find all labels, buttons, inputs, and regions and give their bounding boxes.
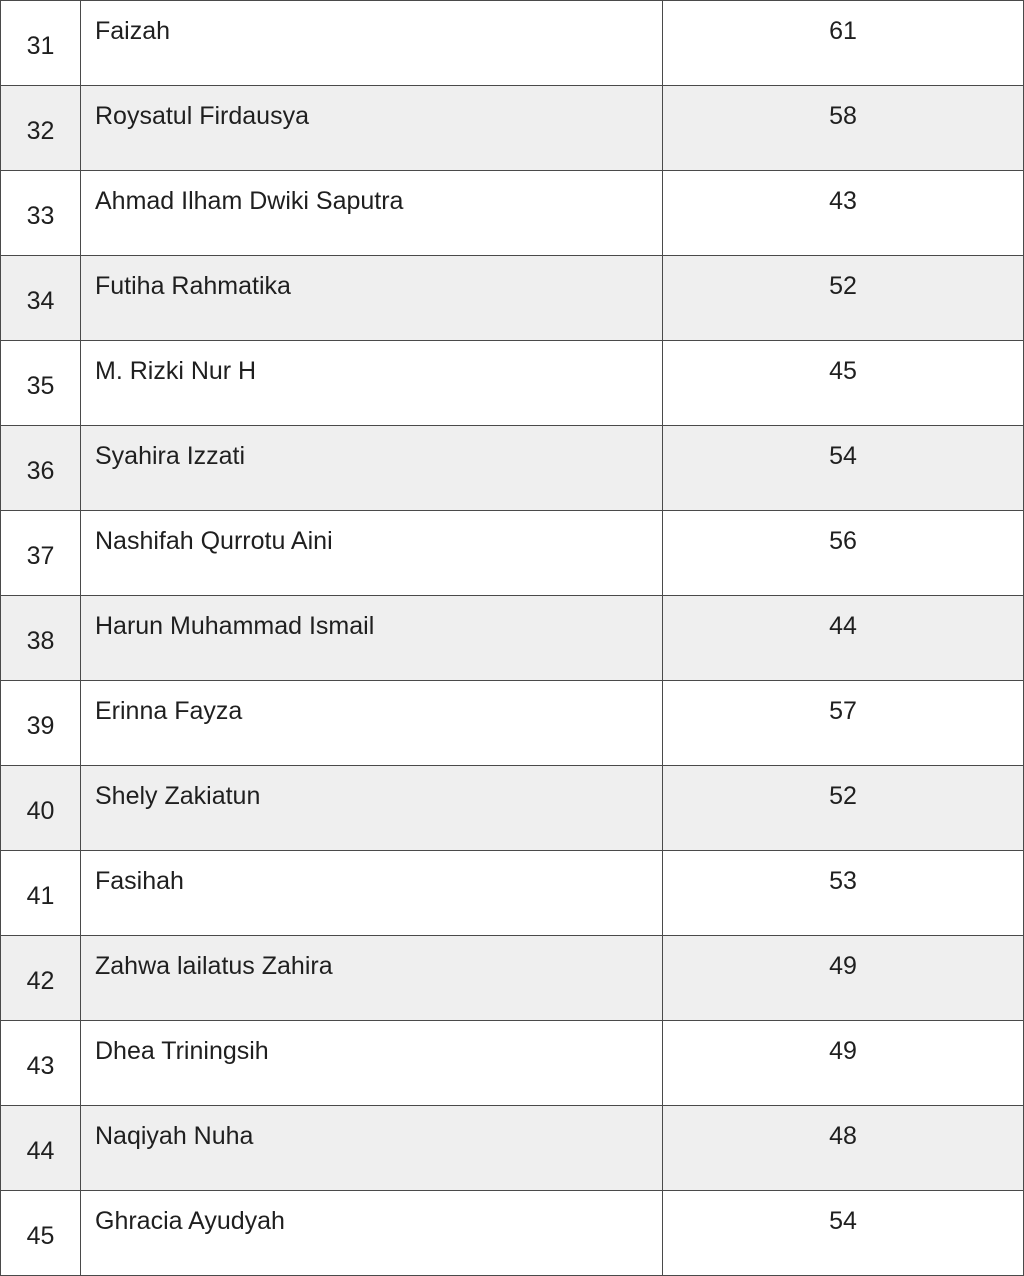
student-name: M. Rizki Nur H [81, 341, 663, 426]
student-score: 58 [663, 86, 1024, 171]
row-number: 36 [1, 426, 81, 511]
student-score: 54 [663, 1191, 1024, 1276]
table-row [1, 86, 1024, 171]
student-score: 49 [663, 1021, 1024, 1106]
table-row [1, 851, 1024, 936]
student-name: Faizah [81, 1, 663, 86]
student-name: Erinna Fayza [81, 681, 663, 766]
row-number: 43 [1, 1021, 81, 1106]
student-name: Nashifah Qurrotu Aini [81, 511, 663, 596]
row-number: 34 [1, 256, 81, 341]
student-score: 53 [663, 851, 1024, 936]
student-name: Harun Muhammad Ismail [81, 596, 663, 681]
row-number: 40 [1, 766, 81, 851]
student-name: Naqiyah Nuha [81, 1106, 663, 1191]
row-number: 33 [1, 171, 81, 256]
student-score: 56 [663, 511, 1024, 596]
table-row [1, 596, 1024, 681]
student-score: 43 [663, 171, 1024, 256]
table-row [1, 171, 1024, 256]
table-row [1, 256, 1024, 341]
student-name: Dhea Triningsih [81, 1021, 663, 1106]
table-row [1, 341, 1024, 426]
row-number: 31 [1, 1, 81, 86]
row-number: 37 [1, 511, 81, 596]
student-name: Futiha Rahmatika [81, 256, 663, 341]
table-row [1, 681, 1024, 766]
student-score: 48 [663, 1106, 1024, 1191]
row-number: 42 [1, 936, 81, 1021]
student-name: Ahmad Ilham Dwiki Saputra [81, 171, 663, 256]
table-row [1, 936, 1024, 1021]
student-name: Ghracia Ayudyah [81, 1191, 663, 1276]
student-score: 52 [663, 256, 1024, 341]
student-score: 54 [663, 426, 1024, 511]
row-number: 39 [1, 681, 81, 766]
student-name: Syahira Izzati [81, 426, 663, 511]
student-name: Shely Zakiatun [81, 766, 663, 851]
table-row [1, 511, 1024, 596]
table-body [1, 1, 1024, 1276]
row-number: 35 [1, 341, 81, 426]
row-number: 32 [1, 86, 81, 171]
row-number: 41 [1, 851, 81, 936]
student-name: Roysatul Firdausya [81, 86, 663, 171]
student-score: 61 [663, 1, 1024, 86]
student-name: Zahwa lailatus Zahira [81, 936, 663, 1021]
student-score: 52 [663, 766, 1024, 851]
row-number: 38 [1, 596, 81, 681]
table-row [1, 1, 1024, 86]
student-score: 45 [663, 341, 1024, 426]
table-row [1, 1021, 1024, 1106]
table-row [1, 1106, 1024, 1191]
table-row [1, 1191, 1024, 1276]
student-score: 49 [663, 936, 1024, 1021]
row-number: 44 [1, 1106, 81, 1191]
row-number: 45 [1, 1191, 81, 1276]
student-score: 44 [663, 596, 1024, 681]
student-score: 57 [663, 681, 1024, 766]
student-name: Fasihah [81, 851, 663, 936]
table-row [1, 426, 1024, 511]
table-row [1, 766, 1024, 851]
